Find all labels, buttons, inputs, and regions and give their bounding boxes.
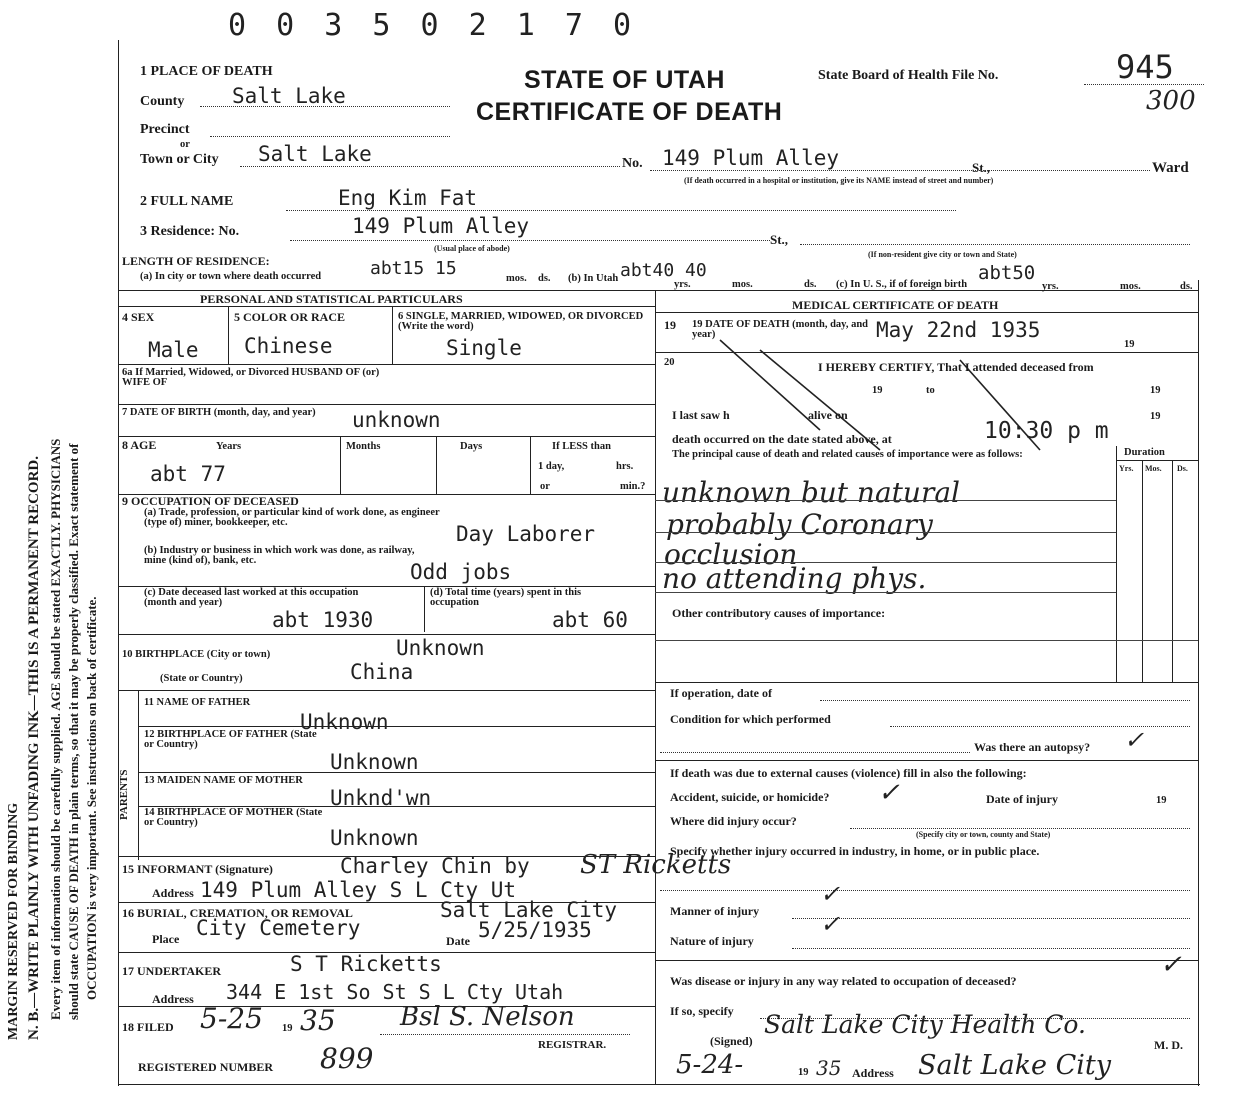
nonresident-note: (If non-resident give city or town and State) (868, 250, 1017, 259)
age-day-label: 1 day, (538, 461, 565, 472)
accident-label: Accident, suicide, or homicide? (670, 790, 830, 804)
cause-line-3: occlusion (664, 538, 798, 571)
marital-value: Single (446, 336, 522, 360)
cause-line-1: unknown but natural (662, 476, 960, 509)
mother-birthplace-label: 14 BIRTHPLACE OF MOTHER (State or Country) (144, 807, 323, 828)
length-b-value: abt40 40 (620, 260, 707, 281)
age-or-label: or (540, 481, 550, 492)
header-number: 0 0 3 5 0 2 1 7 0 (228, 8, 638, 43)
length-a-label: (a) In city or town where death occurred (140, 271, 322, 282)
duration-ds: Ds. (1177, 464, 1188, 473)
residence-label: 3 Residence: No. (140, 224, 240, 239)
marital-label: 6 SINGLE, MARRIED, WIDOWED, OR DIVORCED (Write the word) (398, 311, 644, 332)
margin-binding: MARGIN RESERVED FOR BINDING (6, 802, 21, 1040)
age-min-label: min.? (620, 481, 646, 492)
length-b-yrs: yrs. (674, 279, 691, 290)
full-name-label: 2 FULL NAME (140, 194, 234, 209)
certify-text: I HEREBY CERTIFY, That I attended deceased from (818, 360, 1094, 374)
burial-date: 5/25/1935 (478, 918, 592, 942)
death-occurred-label: death occurred on the date stated above, at (672, 432, 892, 446)
sex-value: Male (148, 338, 199, 362)
signed-label: (Signed) (710, 1034, 753, 1048)
length-a-ds: ds. (538, 273, 551, 284)
informant-signature: ST Ricketts (580, 850, 732, 880)
cert-label: 20 (664, 357, 675, 368)
medical-heading: MEDICAL CERTIFICATE OF DEATH (792, 298, 999, 312)
informant-address-label: Address (152, 886, 194, 900)
specify-label: Specify whether injury occurred in industry, in home, or in public place. (670, 844, 1040, 858)
where-label: Where did injury occur? (670, 814, 797, 828)
strike-lines (700, 330, 1060, 460)
certify-19b: 19 (1150, 385, 1161, 396)
margin-instruction-2: should state CAUSE OF DEATH in plain terms, so that it may be properly classified. Exact statement of (66, 443, 81, 1020)
md-label: M. D. (1154, 1038, 1183, 1052)
contributory-label: Other contributory causes of importance: (672, 606, 886, 620)
length-c-ds: ds. (1180, 281, 1193, 292)
or-label: or (180, 139, 190, 150)
length-b-ds: ds. (804, 279, 817, 290)
spouse-label: 6a If Married, Widowed, or Divorced HUSBAND OF (or) WIFE OF (122, 367, 380, 388)
signed-value: Salt Lake City Health Co. (764, 1010, 1086, 1039)
occupation-b-label: (b) Industry or business in which work was done, as railway, mine (kind of), bank, etc. (144, 545, 415, 566)
duration-yrs: Yrs. (1119, 464, 1134, 473)
father-birthplace-label: 12 BIRTHPLACE OF FATHER (State or Country) (144, 729, 317, 750)
hospital-note: (If death occurred in a hospital or institution, give its NAME instead of street and number) (684, 176, 994, 185)
dod-19: 19 (1124, 339, 1135, 350)
father-label: 11 NAME OF FATHER (144, 697, 251, 708)
burial-place: City Cemetery (196, 916, 361, 940)
filed-year: 35 (300, 1004, 336, 1037)
informant-label: 15 INFORMANT (Signature) (122, 862, 273, 876)
occupation-c-value: abt 1930 (272, 608, 374, 632)
age-hrs-label: hrs. (616, 461, 634, 472)
age-days-label: Days (460, 441, 483, 452)
undertaker-address: 344 E 1st So St S L Cty Utah (226, 980, 564, 1004)
parents-side-label: PARENTS (118, 769, 130, 820)
file-no-2: 300 (1146, 86, 1196, 116)
county-label: County (140, 94, 185, 109)
certify-to: to (926, 385, 935, 396)
county-value: Salt Lake (232, 84, 346, 108)
dob-value: unknown (352, 408, 441, 432)
registrar-signature: Bsl S. Nelson (400, 1002, 575, 1032)
age-less-label: If LESS than (552, 441, 611, 452)
autopsy-label: Was there an autopsy? (974, 740, 1091, 754)
mother-birthplace-value: Unknown (330, 826, 419, 850)
residence-value: 149 Plum Alley (352, 214, 530, 238)
dod-label-num: 19 (664, 318, 676, 332)
certificate-title: CERTIFICATE OF DEATH (476, 98, 783, 126)
undertaker-label: 17 UNDERTAKER (122, 964, 222, 978)
burial-date-label: Date (446, 934, 470, 948)
sex-label: 4 SEX (122, 310, 155, 324)
sign-year: 35 (816, 1056, 842, 1080)
occupation-d-label: (d) Total time (years) spent in this occupation (430, 587, 582, 608)
death-time: 10:30 p m (984, 418, 1109, 444)
sign-date: 5-24- (676, 1050, 744, 1080)
informant-address: 149 Plum Alley S L Cty Ut (200, 878, 517, 902)
street-no-label: No. (622, 156, 643, 171)
age-years-label: Years (216, 441, 242, 452)
length-b-label: (b) In Utah (568, 273, 619, 284)
residence-st-label: St., (770, 232, 789, 247)
address-value: Salt Lake City (918, 1050, 1112, 1081)
occupation-b-value: Odd jobs (410, 560, 512, 584)
father-value: Unknown (300, 710, 389, 734)
occupation-d-value: abt 60 (552, 608, 628, 632)
occupation-label: 9 OCCUPATION OF DECEASED (122, 494, 299, 508)
personal-heading: PERSONAL AND STATISTICAL PARTICULARS (200, 292, 463, 306)
occupation-a-label: (a) Trade, profession, or particular kind of work done, as engineer (type of) miner, bookkeeper, etc. (144, 507, 440, 528)
check-nature: ✓ (820, 910, 841, 938)
full-name-value: Eng Kim Fat (338, 186, 478, 210)
dob-label: 7 DATE OF BIRTH (month, day, and year) (122, 407, 316, 418)
certify-19a: 19 (872, 385, 883, 396)
dod-value: May 22nd 1935 (876, 318, 1041, 342)
mother-label: 13 MAIDEN NAME OF MOTHER (144, 775, 303, 786)
nature-label: Nature of injury (670, 934, 754, 948)
margin-instruction-1: Every item of information should be carefully supplied. AGE should be stated EXACTLY. PHYSICIANS (48, 438, 63, 1020)
usual-abode-note: (Usual place of abode) (434, 244, 510, 253)
st-label: St., (972, 160, 991, 175)
length-a-value: abt15 15 (370, 258, 457, 279)
informant-value: Charley Chin by (340, 854, 530, 878)
mother-value: Unknd'wn (330, 786, 432, 810)
birthplace-label: 10 BIRTHPLACE (City or town) (122, 649, 271, 660)
ifso-label: If so, specify (670, 1004, 734, 1018)
registrar-label: REGISTRAR. (538, 1039, 607, 1051)
check-occupation: ✓ (1160, 950, 1182, 980)
birthplace-country: China (350, 660, 414, 684)
dod-label: 19 DATE OF DEATH (month, day, and year) (692, 319, 869, 340)
check-autopsy: ✓ (1124, 726, 1145, 754)
cause-line-4: no attending phys. (662, 562, 927, 595)
length-c-value: abt50 (978, 262, 1036, 284)
color-value: Chinese (244, 334, 333, 358)
length-b-mos: mos. (732, 279, 753, 290)
town-label: Town or City (140, 152, 219, 167)
birthplace-city: Unknown (396, 636, 485, 660)
sign-19: 19 (798, 1067, 809, 1078)
burial-city: Salt Lake City (440, 898, 618, 922)
file-no-label: State Board of Health File No. (818, 68, 999, 83)
birthplace-state-label: (State or Country) (160, 673, 243, 684)
length-c-label: (c) In U. S., if of foreign birth (836, 279, 968, 290)
undertaker-value: S T Ricketts (290, 952, 442, 976)
filed-label: 18 FILED (122, 1020, 174, 1034)
file-no: 945 (1116, 48, 1174, 86)
margin-instruction-3: OCCUPATION is very important. See instructions on back of certificate. (84, 596, 99, 1000)
address-label: Address (852, 1066, 894, 1080)
lastsaw-label: I last saw h (672, 408, 730, 422)
duration-mos: Mos. (1145, 464, 1162, 473)
cause-line-2: probably Coronary (666, 508, 933, 541)
manner-label: Manner of injury (670, 904, 760, 918)
age-months-label: Months (346, 441, 381, 452)
town-value: Salt Lake (258, 142, 372, 166)
undertaker-address-label: Address (152, 992, 194, 1006)
length-label: LENGTH OF RESIDENCE: (122, 254, 270, 268)
lastsaw-19: 19 (1150, 411, 1161, 422)
check-accident: ✓ (878, 778, 900, 808)
age-label: 8 AGE (122, 438, 157, 452)
date-injury-label: Date of injury (986, 792, 1058, 806)
occupation-c-label: (c) Date deceased last worked at this occupation (month and year) (144, 587, 359, 608)
date-injury-19: 19 (1156, 795, 1167, 806)
check-manner: ✓ (820, 880, 841, 908)
place-heading: 1 PLACE OF DEATH (140, 64, 273, 79)
ward-label: Ward (1152, 160, 1189, 176)
condition-label: Condition for which performed (670, 712, 831, 726)
length-c-yrs: yrs. (1042, 281, 1059, 292)
registered-label: REGISTERED NUMBER (138, 1060, 274, 1074)
precinct-label: Precinct (140, 122, 190, 137)
burial-place-label: Place (152, 932, 180, 946)
occupation-a-value: Day Laborer (456, 522, 596, 546)
father-birthplace-value: Unknown (330, 750, 419, 774)
alive-label: alive on (808, 408, 848, 422)
state-title: STATE OF UTAH (524, 66, 725, 94)
color-label: 5 COLOR OR RACE (234, 310, 346, 324)
external-label: If death was due to external causes (violence) fill in also the following: (670, 766, 1027, 780)
length-a-mos: mos. (506, 273, 527, 284)
duration-label: Duration (1124, 447, 1165, 458)
filed-value: 5-25 (200, 1002, 263, 1035)
filed-19: 19 (282, 1023, 293, 1034)
principal-label: The principal cause of death and related causes of importance were as follows: (672, 449, 1023, 460)
margin-warning: N. B.—WRITE PLAINLY WITH UNFADING INK—THIS IS A PERMANENT RECORD. (26, 456, 42, 1040)
burial-label: 16 BURIAL, CREMATION, OR REMOVAL (122, 906, 353, 920)
operation-label: If operation, date of (670, 686, 772, 700)
registered-value: 899 (320, 1042, 374, 1075)
age-value: abt 77 (150, 462, 226, 486)
specify-note: (Specify city or town, county and State) (916, 830, 1051, 839)
occ-related-label: Was disease or injury in any way related to occupation of deceased? (670, 974, 1017, 988)
street-value: 149 Plum Alley (662, 146, 840, 170)
length-c-mos: mos. (1120, 281, 1141, 292)
